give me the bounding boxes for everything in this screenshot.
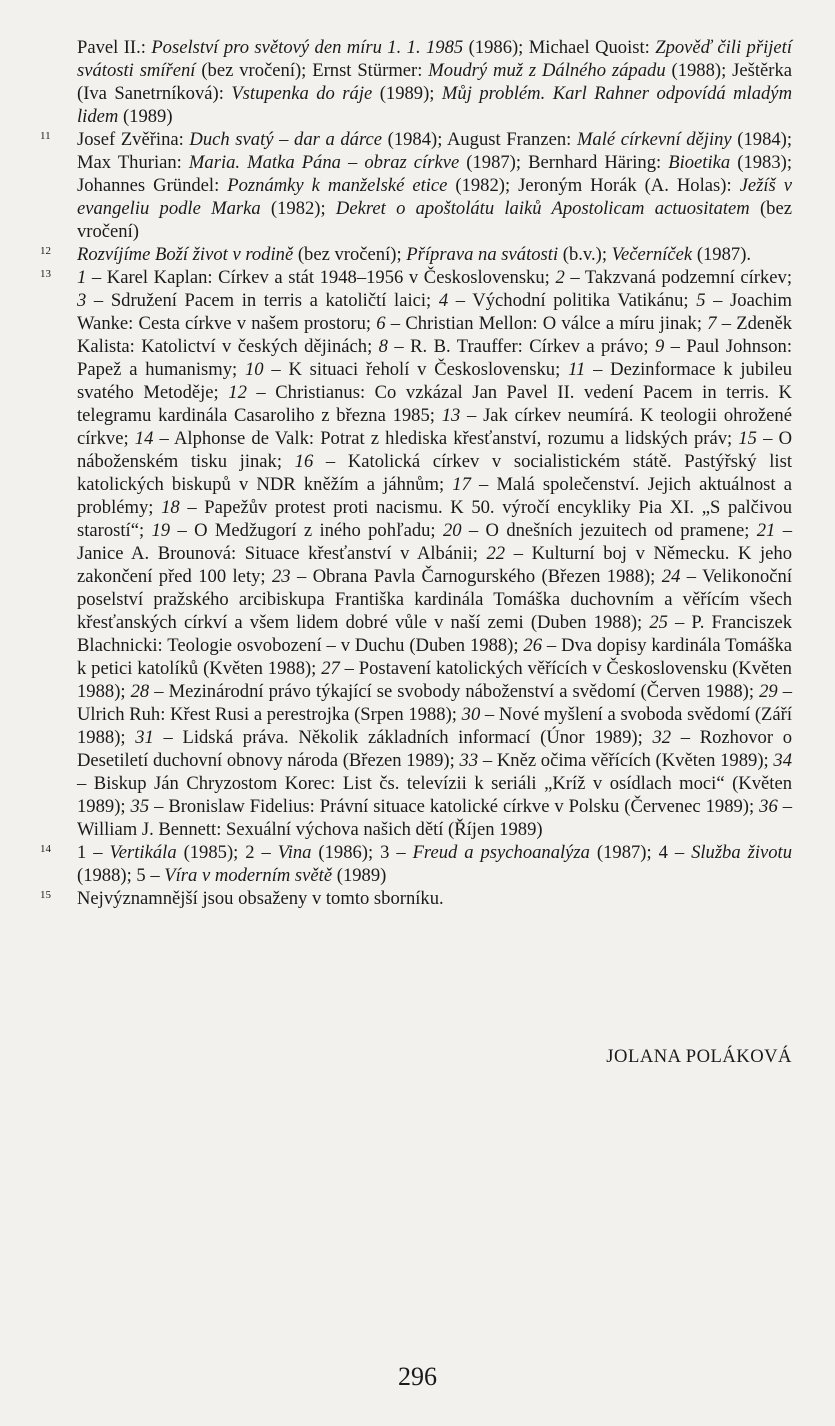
footnote-continuation: [40, 36, 792, 128]
footnote-text: Josef Zvěřina: Duch svatý – dar a dárce (1984); August Franzen: Malé církevní dějiny (1984); Max Thurian: Maria. Matka Pána – obraz církve (1987); Bernhard Häring: Bioetika (1983); Johannes Gründel: Poznámky k manželské etice (1982); Jeroným Horák (A. Holas): Ježíš v evangeliu podle Marka (1982); Dekret o apoštolátu laiků Apostolicam actuositatem (bez vročení): [77, 129, 793, 242]
footnote-text: 1 – Vertikála (1985); 2 – Vina (1986); 3 – Freud a psychoanalýza (1987); 4 – Služba životu (1988); 5 – Víra v moderním světě (1989): [77, 842, 793, 886]
footnote-15: [40, 887, 792, 910]
footnote-number: 14: [40, 843, 51, 855]
footnote-12: [40, 243, 792, 266]
footnote-number: 15: [40, 889, 51, 901]
page-number: 296: [398, 1362, 437, 1391]
footnote-text: Nejvýznamnější jsou obsaženy v tomto sborníku.: [77, 888, 444, 909]
footnote-13: [40, 266, 792, 841]
author-signature: JOLANA POLÁKOVÁ: [606, 1046, 792, 1067]
footnote-11: [40, 128, 792, 243]
footnote-text: Pavel II.: Poselství pro světový den míru 1. 1. 1985 (1986); Michael Quoist: Zpověď čili přijetí svátosti smíření (bez vročení); Ernst Stürmer: Moudrý muž z Dálného západu (1988); Ještěrka (Iva Sanetrníková): Vstupenka do ráje (1989); Můj problém. Karl Rahner odpovídá mladým lidem (1989): [77, 37, 792, 127]
footnote-number: 13: [40, 268, 51, 280]
footnote-text: 1 – Karel Kaplan: Církev a stát 1948–1956 v Československu; 2 – Takzvaná podzemní církev; 3 – Sdružení Pacem in terris a katoličtí laici; 4 – Východní politika Vatikánu; 5 – Joachim Wanke: Cesta církve v našem prostoru; 6 – Christian Mellon: O válce a míru jinak; 7 – Zdeněk Kalista: Katolictví v českých dějinách; 8 – R. B. Trauffer: Církev a právo; 9 – Paul Johnson: Papež a humanismy; 10 – K situaci řeholí v Československu; 11 – Dezinformace k jubileu svatého Metoděje; 12 – Christianus: Co vzkázal Jan Pavel II. vedení Pacem in terris. K telegramu kardinála Casaroliho z března 1985; 13 – Jak církev neumírá. K teologii ohrožené církve; 14 – Alphonse de Valk: Potrat z hlediska křesťanství, rozumu a lidských práv; 15 – O náboženském tisku jinak; 16 – Katolická církev v socialistickém státě. Pastýřský list katolických biskupů v NDR kněžím a jáhnům; 17 – Malá společenství. Jejich aktuálnost a problémy; 18 – Papežův protest proti nacismu. K 50. výročí encykliky Pia XI. „S palčivou starostí“; 19 – O Medžugorí z iného pohľadu; 20 – O dnešních jezuitech od pramene; 21 – Janice A. Brounová: Situace křesťanství v Albánii; 22 – Kulturní boj v Německu. K jeho zakončení před 100 lety; 23 – Obrana Pavla Čarnogurského (Březen 1988); 24 – Velikonoční poselství pražského arcibiskupa Františka kardinála Tomáška duchovním a věřícím všech křesťanských církví a všem lidem dobré vůle v naší zemi (Duben 1988); 25 – P. Franciszek Blachnicki: Teologie osvobození – v Duchu (Duben 1988); 26 – Dva dopisy kardinála Tomáška k petici katolíků (Květen 1988); 27 – Postavení katolických věřících v Československu (Květen 1988); 28 – Mezinárodní právo týkající se svobody náboženství a svědomí (Červen 1988); 29 – Ulrich Ruh: Křest Rusi a perestrojka (Srpen 1988); 30 – Nové myšlení a svoboda svědomí (Září 1988); 31 – Lidská práva. Několik základních informací (Únor 1989); 32 – Rozhovor o Desetiletí duchovní obnovy národa (Březen 1989); 33 – Kněz očima věřících (Květen 1989); 34 – Biskup Ján Chryzostom Korec: List čs. televízii k seriáli „Kríž v osídlach moci“ (Květen 1989); 35 – Bronislaw Fidelius: Právní situace katolické církve v Polsku (Červenec 1989); 36 – William J. Bennett: Sexuální výchova našich dětí (Říjen 1989): [77, 267, 793, 840]
footnote-number: 11: [40, 130, 51, 142]
footnote-text: Rozvíjíme Boží život v rodině (bez vročení); Příprava na svátosti (b.v.); Večerníček (1987).: [77, 244, 752, 265]
footnote-14: [40, 841, 792, 887]
footnote-number: 12: [40, 245, 51, 257]
footnotes-list: [40, 36, 792, 910]
